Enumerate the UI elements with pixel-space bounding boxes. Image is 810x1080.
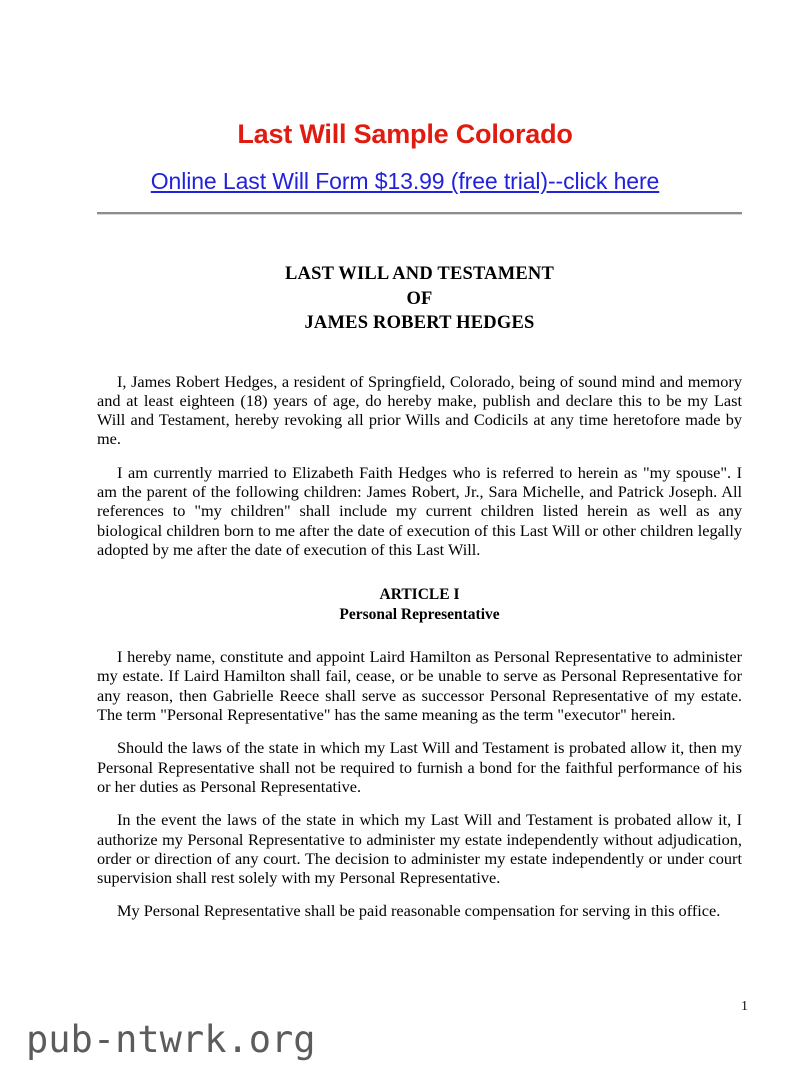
spacer	[97, 559, 742, 585]
spacer	[97, 796, 742, 810]
promo-link-container	[0, 167, 810, 195]
paragraph-family: I am currently married to Elizabeth Faith Hedges who is referred to herein as "my spouse". I am the parent of the following children: James Robert, Jr., Sara Michelle, and Patrick Joseph. All references to "my children" shall include my current children listed herein as well as any biological children born to me after the date of execution of this Last Will or other children legally adopted by me after the date of execution of this Last Will.	[97, 462, 742, 559]
site-watermark: pub-ntwrk.org	[26, 1018, 316, 1061]
spacer	[97, 724, 742, 738]
document-title-line-1: LAST WILL AND TESTAMENT	[284, 264, 554, 284]
paragraph-compensation: My Personal Representative shall be paid reasonable compensation for serving in this office.	[117, 901, 721, 921]
spacer	[97, 624, 742, 647]
spacer	[97, 449, 742, 463]
header-divider	[97, 212, 742, 215]
paragraph-appointment: I hereby name, constitute and appoint Laird Hamilton as Personal Representative to administer my estate. If Laird Hamilton shall fail, cease, or be unable to serve as Personal Representative for any reason, then Gabrielle Reece shall serve as successor Personal Representative of my estate. The term "Personal Representative" has the same meaning as the term "executor" herein.	[97, 647, 742, 725]
document-title-line-2: OF	[406, 288, 433, 309]
document-content	[97, 262, 742, 921]
article-1-heading	[97, 585, 742, 624]
online-last-will-form-link[interactable]: Online Last Will Form $13.99 (free trial)--click here	[150, 168, 660, 194]
page-number: 1	[741, 999, 748, 1014]
document-title-line-3: JAMES ROBERT HEDGES	[304, 313, 535, 333]
promo-title: Last Will Sample Colorado	[237, 119, 573, 149]
document-title	[97, 262, 742, 336]
paragraph-independent-administration: In the event the laws of the state in which my Last Will and Testament is probated allow it, I authorize my Personal Representative to administer my estate independently without adjudication, order or direction of any court. The decision to administer my estate independently or under court supervision shall rest solely with my Personal Representative.	[97, 810, 742, 888]
paragraph-bond: Should the laws of the state in which my Last Will and Testament is probated allow it, then my Personal Representative shall not be required to furnish a bond for the faithful performance of his or her duties as Personal Representative.	[97, 738, 742, 796]
spacer	[97, 336, 742, 372]
article-1-number: ARTICLE I	[379, 586, 460, 604]
spacer	[97, 887, 742, 901]
article-1-name: Personal Representative	[339, 605, 500, 623]
paragraph-declaration: I, James Robert Hedges, a resident of Springfield, Colorado, being of sound mind and memory and at least eighteen (18) years of age, do hereby make, publish and declare this to be my Last Will and Testament, hereby revoking all prior Wills and Codicils at any time heretofore made by me.	[97, 371, 742, 449]
